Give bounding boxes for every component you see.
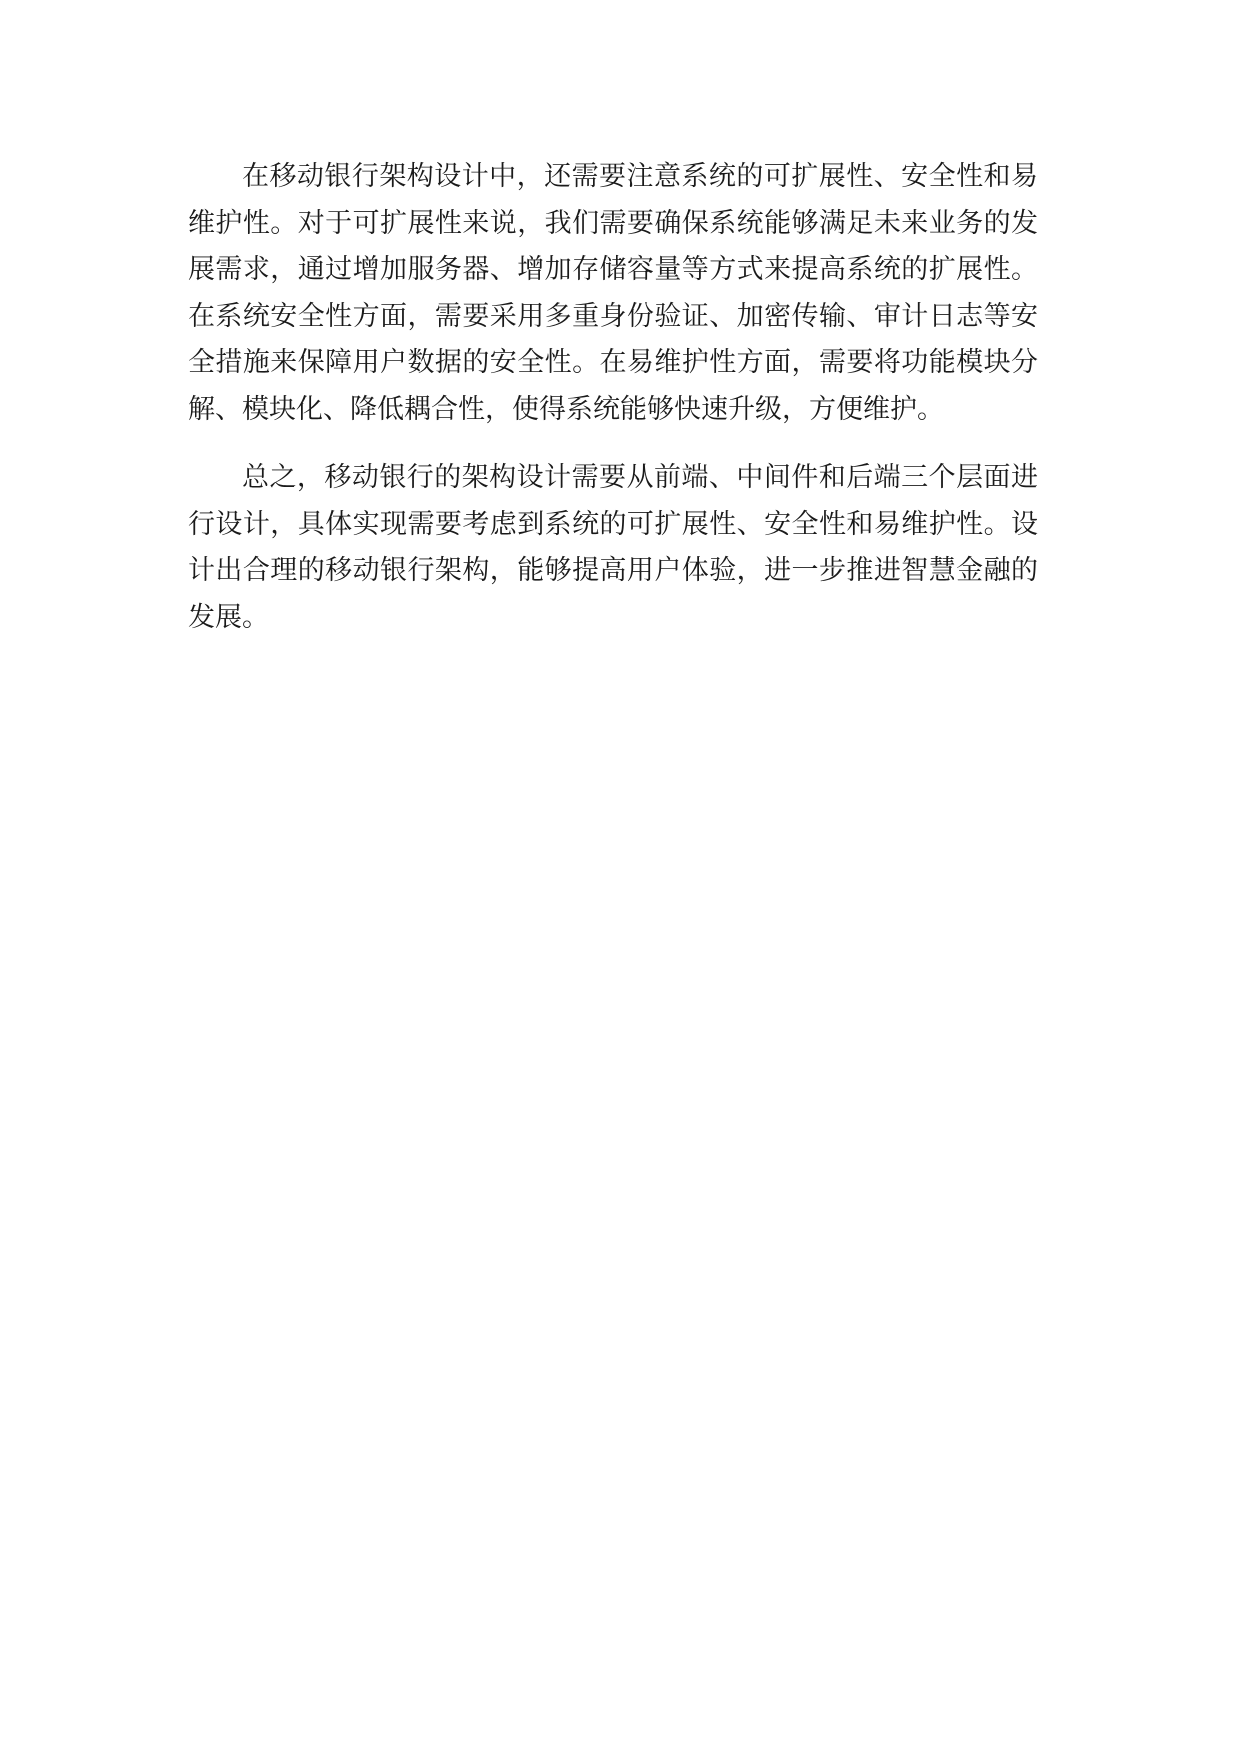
document-body: [188, 154, 1038, 663]
paragraph-summary: 总之，移动银行的架构设计需要从前端、中间件和后端三个层面进行设计，具体实现需要考虑到系统的可扩展性、安全性和易维护性。设计出合理的移动银行架构，能够提高用户体验，进一步推进智慧金融的发展。: [188, 462, 1038, 633]
paragraph-scalability-security: 在移动银行架构设计中，还需要注意系统的可扩展性、安全性和易维护性。对于可扩展性来说，我们需要确保系统能够满足未来业务的发展需求，通过增加服务器、增加存储容量等方式来提高系统的扩展性。在系统安全性方面，需要采用多重身份验证、加密传输、审计日志等安全措施来保障用户数据的安全性。在易维护性方面，需要将功能模块分解、模块化、降低耦合性，使得系统能够快速升级，方便维护。: [188, 161, 1038, 425]
